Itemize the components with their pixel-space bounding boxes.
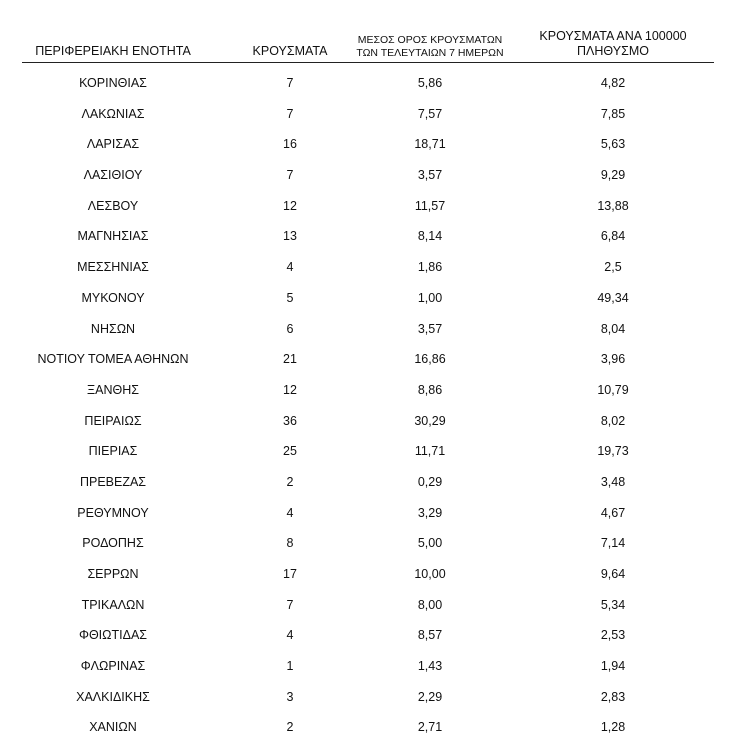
cell-7day-average: 5,86	[417, 76, 443, 90]
cell-cases-per-100000: 7,14	[600, 536, 626, 551]
cell-cases-per-100000: 2,53	[600, 628, 626, 643]
cell-region: ΠΙΕΡΙΑΣ	[88, 444, 138, 459]
cell-7day-average: 3,57	[417, 168, 443, 183]
cell-region: ΦΛΩΡΙΝΑΣ	[80, 659, 146, 674]
cell-cases: 4	[286, 505, 294, 520]
cell-7day-average: 8,14	[417, 229, 443, 244]
cell-cases-per-100000: 4,82	[600, 76, 626, 90]
cell-cases-per-100000: 8,04	[600, 321, 626, 336]
cell-cases-per-100000: 19,73	[597, 444, 629, 459]
cell-7day-average: 3,57	[417, 321, 443, 336]
header-7day-average	[344, 34, 516, 60]
table-row	[22, 713, 714, 744]
cell-cases: 12	[283, 382, 297, 397]
cell-cases: 21	[283, 352, 297, 367]
header-region-label: ΠΕΡΙΦΕΡΕΙΑΚΗ ΕΝΟΤΗΤΑ	[35, 44, 191, 59]
cell-cases: 12	[283, 198, 297, 213]
cell-cases: 4	[286, 628, 294, 643]
cell-7day-average: 8,57	[417, 628, 443, 643]
cell-cases: 6	[286, 321, 294, 336]
cell-cases: 13	[283, 229, 297, 244]
header-avg-line2: ΤΩΝ ΤΕΛΕΥΤΑΙΩΝ 7 ΗΜΕΡΩΝ	[356, 46, 504, 59]
cell-region: ΛΑΚΩΝΙΑΣ	[81, 106, 145, 121]
cell-cases-per-100000: 1,94	[600, 659, 626, 674]
cell-cases: 8	[286, 536, 294, 551]
header-per100-line1: ΚΡΟΥΣΜΑΤΑ ΑΝΑ 100000	[539, 28, 687, 43]
cell-cases-per-100000: 2,83	[600, 689, 626, 704]
cell-region: ΚΟΡΙΝΘΙΑΣ	[79, 76, 147, 90]
cell-region: ΠΕΙΡΑΙΩΣ	[84, 413, 142, 428]
table-row	[22, 161, 714, 192]
table-row	[22, 315, 714, 346]
cell-cases-per-100000: 5,63	[600, 137, 626, 152]
cell-region: ΝΟΤΙΟΥ ΤΟΜΕΑ ΑΘΗΝΩΝ	[37, 352, 189, 367]
cell-cases: 7	[286, 106, 294, 121]
cell-region: ΞΑΝΘΗΣ	[87, 382, 139, 397]
cell-cases-per-100000: 8,02	[600, 413, 626, 428]
cell-cases-per-100000: 7,85	[600, 106, 626, 121]
table-row	[22, 376, 714, 407]
cell-region: ΜΥΚΟΝΟΥ	[81, 290, 145, 305]
table-row	[22, 253, 714, 284]
header-per100-line2: ΠΛΗΘΥΣΜΟ	[577, 44, 649, 59]
cases-table	[22, 22, 714, 744]
cell-region: ΛΕΣΒΟΥ	[87, 198, 139, 213]
cell-cases-per-100000: 6,84	[600, 229, 626, 244]
cell-7day-average: 18,71	[414, 137, 446, 152]
table-row	[22, 407, 714, 438]
table-row	[22, 284, 714, 315]
cell-7day-average: 3,29	[417, 505, 443, 520]
cell-cases: 7	[286, 597, 294, 612]
cell-cases-per-100000: 10,79	[597, 382, 629, 397]
table-row	[22, 437, 714, 468]
cell-cases: 36	[283, 413, 297, 428]
cell-7day-average: 2,71	[417, 720, 443, 735]
header-region	[22, 44, 204, 60]
header-avg-line1: ΜΕΣΟΣ ΟΡΟΣ ΚΡΟΥΣΜΑΤΩΝ	[357, 33, 503, 46]
cell-cases-per-100000: 1,28	[600, 720, 626, 735]
cell-7day-average: 16,86	[414, 352, 446, 367]
cell-7day-average: 10,00	[414, 567, 446, 581]
cell-region: ΣΕΡΡΩΝ	[87, 567, 139, 581]
table-header	[22, 22, 714, 63]
table-row	[22, 529, 714, 560]
cell-7day-average: 8,00	[417, 597, 443, 612]
cell-cases-per-100000: 4,67	[600, 505, 626, 520]
cell-region: ΡΟΔΟΠΗΣ	[82, 536, 144, 551]
cell-7day-average: 11,71	[414, 444, 446, 459]
cell-cases-per-100000: 5,34	[600, 597, 626, 612]
cell-7day-average: 1,43	[417, 659, 443, 674]
cell-region: ΜΑΓΝΗΣΙΑΣ	[77, 229, 149, 244]
cell-region: ΠΡΕΒΕΖΑΣ	[79, 474, 147, 489]
cell-region: ΧΑΝΙΩΝ	[89, 720, 137, 735]
cell-region: ΧΑΛΚΙΔΙΚΗΣ	[76, 689, 150, 704]
cell-cases-per-100000: 2,5	[604, 260, 622, 275]
cell-region: ΤΡΙΚΑΛΩΝ	[81, 597, 145, 612]
cell-cases-per-100000: 3,96	[600, 352, 626, 367]
header-cases-label: ΚΡΟΥΣΜΑΤΑ	[252, 44, 328, 59]
table-row	[22, 621, 714, 652]
cell-cases: 5	[286, 290, 294, 305]
cell-region: ΜΕΣΣΗΝΙΑΣ	[77, 260, 149, 275]
cell-region: ΡΕΘΥΜΝΟΥ	[77, 505, 149, 520]
cell-cases: 2	[286, 720, 294, 735]
table-row	[22, 69, 714, 100]
table-body	[22, 69, 714, 744]
table-row	[22, 468, 714, 499]
cell-7day-average: 11,57	[414, 198, 446, 213]
header-cases	[250, 44, 330, 60]
cell-region: ΝΗΣΩΝ	[90, 321, 136, 336]
cell-region: ΦΘΙΩΤΙΔΑΣ	[78, 628, 148, 643]
cell-region: ΛΑΡΙΣΑΣ	[86, 137, 140, 152]
table-row	[22, 560, 714, 591]
cell-7day-average: 30,29	[414, 413, 446, 428]
cell-cases: 4	[286, 260, 294, 275]
cell-cases: 7	[286, 76, 294, 90]
table-row	[22, 591, 714, 622]
header-cases-per-100000	[518, 29, 708, 60]
cell-cases-per-100000: 9,64	[600, 567, 626, 581]
cell-cases: 2	[286, 474, 294, 489]
cell-cases: 3	[286, 689, 294, 704]
table-row	[22, 652, 714, 683]
cell-region: ΛΑΣΙΘΙΟΥ	[83, 168, 143, 183]
table-row	[22, 222, 714, 253]
table-row	[22, 192, 714, 223]
cell-7day-average: 7,57	[417, 106, 443, 121]
cell-cases: 17	[283, 567, 297, 581]
cell-7day-average: 8,86	[417, 382, 443, 397]
table-row	[22, 100, 714, 131]
cell-cases-per-100000: 49,34	[597, 290, 629, 305]
cell-7day-average: 2,29	[417, 689, 443, 704]
cell-7day-average: 0,29	[417, 474, 443, 489]
cell-cases-per-100000: 9,29	[600, 168, 626, 183]
table-row	[22, 499, 714, 530]
table-row	[22, 130, 714, 161]
cell-7day-average: 5,00	[417, 536, 443, 551]
cell-7day-average: 1,00	[417, 290, 443, 305]
cell-cases-per-100000: 3,48	[600, 474, 626, 489]
cell-cases: 25	[283, 444, 297, 459]
cell-cases: 16	[283, 137, 297, 152]
cell-cases-per-100000: 13,88	[597, 198, 629, 213]
cell-cases: 7	[286, 168, 294, 183]
table-row	[22, 345, 714, 376]
cell-7day-average: 1,86	[417, 260, 443, 275]
cell-cases: 1	[286, 659, 294, 674]
table-row	[22, 683, 714, 714]
